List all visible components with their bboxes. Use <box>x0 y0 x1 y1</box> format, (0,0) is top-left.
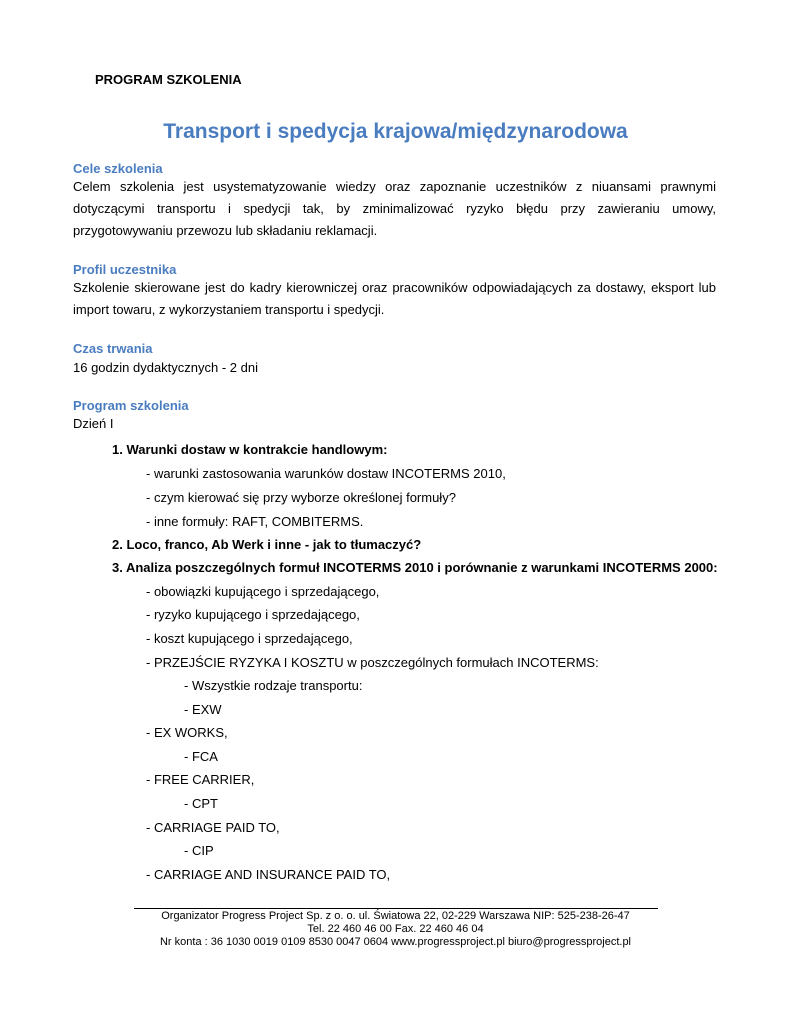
list-item: - PRZEJŚCIE RYZYKA I KOSZTU w poszczególnych formułach INCOTERMS: <box>146 655 599 670</box>
document-title: Transport i spedycja krajowa/międzynarodowa <box>163 120 628 143</box>
footer-divider <box>134 908 658 909</box>
list-item: - czym kierować się przy wyborze określonej formuły? <box>146 490 456 505</box>
program-item-3: 3. Analiza poszczególnych formuł INCOTERMS 2010 i porównanie z warunkami INCOTERMS 2000: <box>112 560 718 575</box>
program-item-1: 1. Warunki dostaw w kontrakcie handlowym: <box>112 442 388 457</box>
list-item: - EX WORKS, <box>146 725 228 740</box>
list-item: - koszt kupującego i sprzedającego, <box>146 631 353 646</box>
list-item: - ryzyko kupującego i sprzedającego, <box>146 607 360 622</box>
profile-heading: Profil uczestnika <box>73 262 177 277</box>
footer-contact: Nr konta : 36 1030 0019 0109 8530 0047 0604 www.progressproject.pl biuro@progressproject.pl <box>159 936 632 948</box>
list-item: - CARRIAGE PAID TO, <box>146 820 280 835</box>
list-item: - FREE CARRIER, <box>146 772 255 787</box>
list-item: - Wszystkie rodzaje transportu: <box>184 678 363 693</box>
list-item: - obowiązki kupującego i sprzedającego, <box>146 584 380 599</box>
profile-paragraph: Szkolenie skierowane jest do kadry kierowniczej oraz pracowników odpowiadających za dostawy, eksport lub import towaru, z wykorzystaniem transportu i spedycji. <box>73 280 716 317</box>
goals-heading: Cele szkolenia <box>73 161 163 176</box>
day-label: Dzień I <box>73 416 114 431</box>
list-item: - CARRIAGE AND INSURANCE PAID TO, <box>146 867 391 882</box>
footer-phone: Tel. 22 460 46 00 Fax. 22 460 46 04 <box>307 923 484 935</box>
duration-text: 16 godzin dydaktycznych - 2 dni <box>73 360 258 375</box>
duration-heading: Czas trwania <box>73 341 153 356</box>
footer-address: Organizator Progress Project Sp. z o. o. ul. Światowa 22, 02-229 Warszawa NIP: 525-238-26-47 <box>161 910 630 922</box>
program-label: PROGRAM SZKOLENIA <box>95 72 242 87</box>
goals-paragraph: Celem szkolenia jest usystematyzowanie wiedzy oraz zapoznanie uczestników z niuansami prawnymi dotyczącymi transportu i spedycji tak, by zminimalizować ryzyko błędu przy zawieraniu umowy, przygotowywaniu przewozu lub składaniu reklamacji. <box>73 179 716 238</box>
program-item-2: 2. Loco, franco, Ab Werk i inne - jak to tłumaczyć? <box>112 537 422 552</box>
list-item: - inne formuły: RAFT, COMBITERMS. <box>146 514 364 529</box>
list-item: - CIP <box>184 843 214 858</box>
list-item: - warunki zastosowania warunków dostaw INCOTERMS 2010, <box>146 466 506 481</box>
list-item: - EXW <box>184 702 222 717</box>
program-heading: Program szkolenia <box>73 398 189 413</box>
list-item: - CPT <box>184 796 218 811</box>
list-item: - FCA <box>184 749 218 764</box>
